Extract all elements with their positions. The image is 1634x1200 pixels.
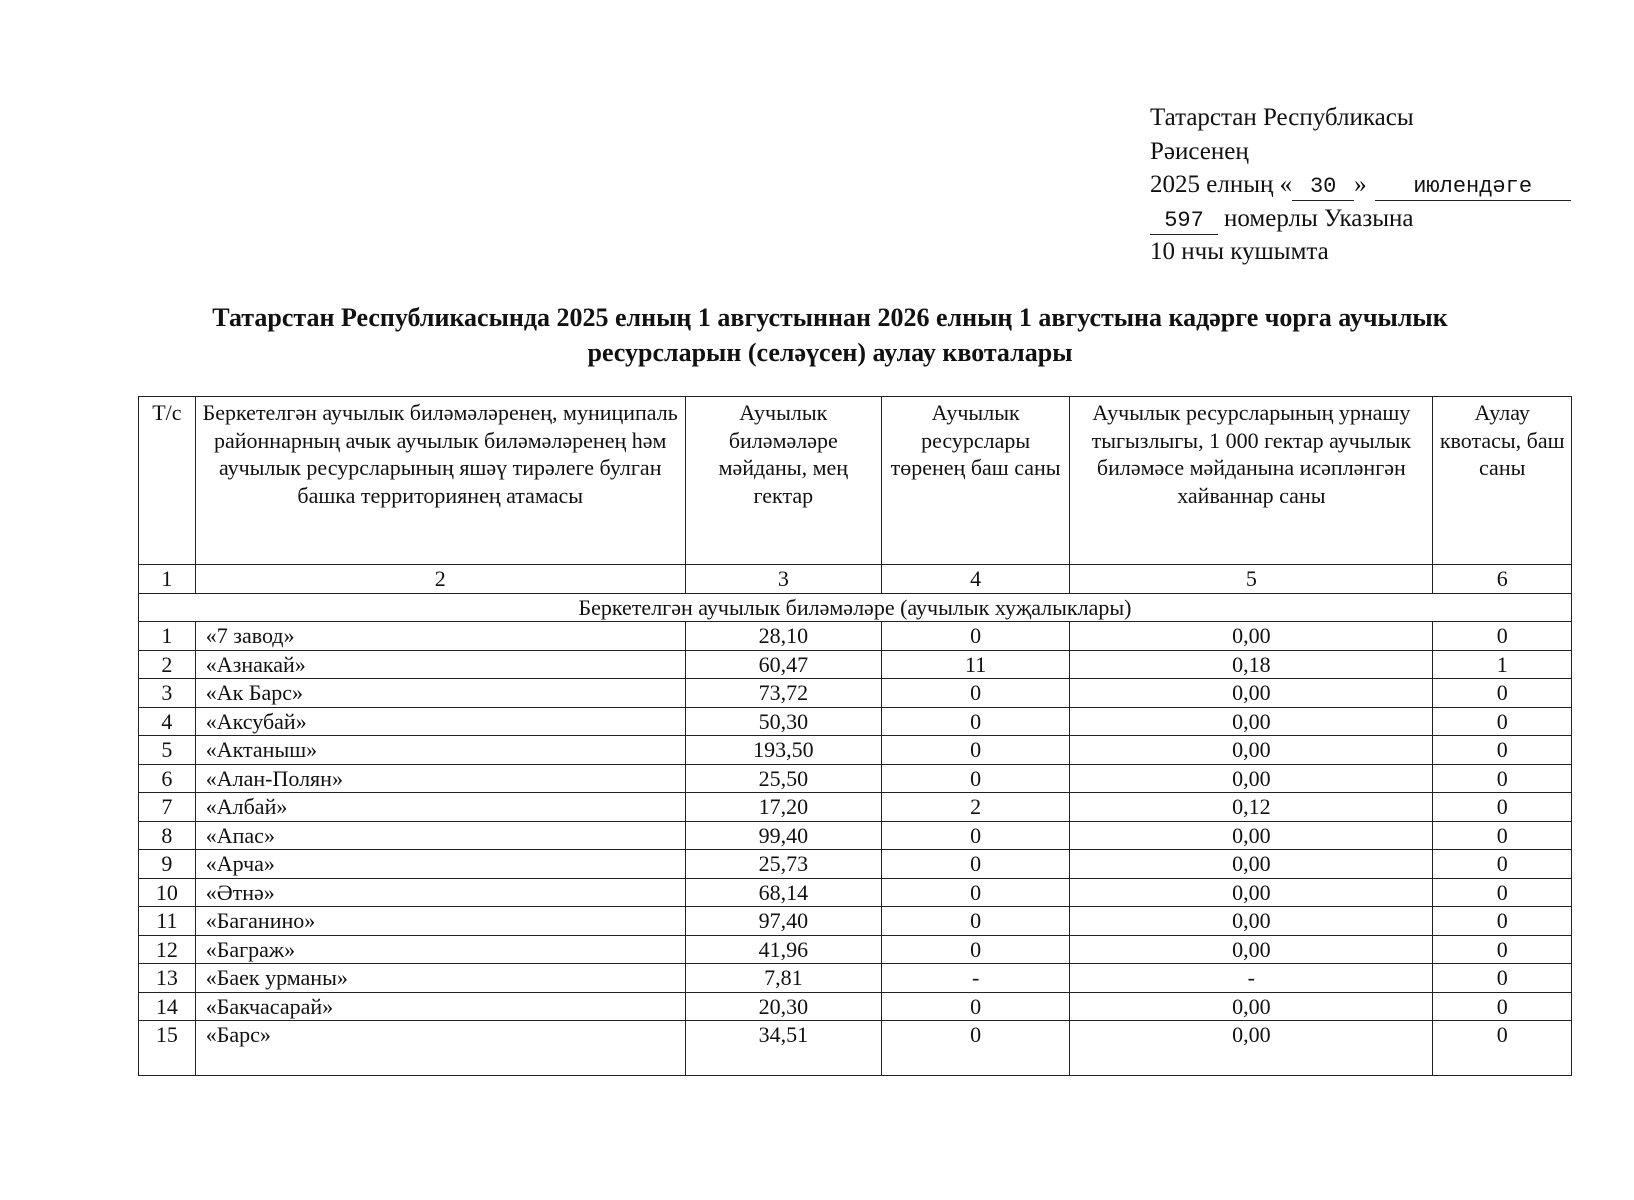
row-index-cell: 7 <box>139 793 196 822</box>
column-number: 5 <box>1070 565 1433 594</box>
row-index-cell: 5 <box>139 736 196 765</box>
row-name-cell: «Алан-Полян» <box>195 764 685 793</box>
appendix-line-attachment: 10 нчы кушымта <box>1150 238 1329 265</box>
row-index-cell: 13 <box>139 964 196 993</box>
table-row <box>139 992 1572 1021</box>
table-row <box>139 1021 1572 1076</box>
row-density-cell: 0,00 <box>1070 679 1433 708</box>
row-quota-cell: 0 <box>1433 964 1572 993</box>
row-index-cell: 14 <box>139 992 196 1021</box>
row-name-cell: «Баграж» <box>195 935 685 964</box>
row-quota-cell: 0 <box>1433 679 1572 708</box>
row-population-cell: 0 <box>881 679 1069 708</box>
row-density-cell: 0,18 <box>1070 650 1433 679</box>
row-area-cell: 25,73 <box>685 850 881 879</box>
document-title-line-1: Татарстан Республикасында 2025 елның 1 августыннан 2026 елның 1 августына кадәрге чорга аучылык <box>212 303 1448 332</box>
row-area-cell: 17,20 <box>685 793 881 822</box>
row-name-cell: «Бакчасарай» <box>195 992 685 1021</box>
row-density-cell: 0,00 <box>1070 622 1433 651</box>
row-quota-cell: 0 <box>1433 1021 1572 1076</box>
table-row <box>139 764 1572 793</box>
appendix-month-field: июлендәге <box>1375 174 1571 201</box>
header-population: Аучылык ресурслары төренең баш саны <box>881 397 1069 565</box>
row-index-cell: 12 <box>139 935 196 964</box>
row-density-cell: 0,12 <box>1070 793 1433 822</box>
row-name-cell: «Аксубай» <box>195 707 685 736</box>
row-index-cell: 6 <box>139 764 196 793</box>
table-row <box>139 878 1572 907</box>
row-quota-cell: 0 <box>1433 764 1572 793</box>
row-name-cell: «Актаныш» <box>195 736 685 765</box>
table-row <box>139 964 1572 993</box>
row-population-cell: 0 <box>881 1021 1069 1076</box>
header-quota: Аулау квотасы, баш саны <box>1433 397 1572 565</box>
row-quota-cell: 0 <box>1433 821 1572 850</box>
document-title-line-2: ресурсларын (селәүсен) аулау квоталары <box>587 338 1073 367</box>
row-quota-cell: 0 <box>1433 793 1572 822</box>
row-name-cell: «Ак Барс» <box>195 679 685 708</box>
table-header-row <box>139 397 1572 565</box>
row-name-cell: «Азнакай» <box>195 650 685 679</box>
row-index-cell: 2 <box>139 650 196 679</box>
row-population-cell: 2 <box>881 793 1069 822</box>
row-population-cell: 0 <box>881 935 1069 964</box>
row-area-cell: 50,30 <box>685 707 881 736</box>
row-population-cell: 11 <box>881 650 1069 679</box>
appendix-number-suffix: номерлы Указына <box>1224 204 1414 232</box>
header-index: Т/с <box>139 397 196 565</box>
row-index-cell: 11 <box>139 907 196 936</box>
row-quota-cell: 0 <box>1433 707 1572 736</box>
row-index-cell: 3 <box>139 679 196 708</box>
row-index-cell: 9 <box>139 850 196 879</box>
table-row <box>139 707 1572 736</box>
table-row <box>139 679 1572 708</box>
header-territory-name: Беркетелгән аучылык биләмәләренең, муниципаль районнарның ачык аучылык биләмәләренең һәм аучылык ресурсларының яшәү тирәлеге булган башка территориянең атамасы <box>195 397 685 565</box>
table-row <box>139 793 1572 822</box>
header-density: Аучылык ресурсларының урнашу тыгызлыгы, 1 000 гектар аучылык биләмәсе мәйданына исәпләнгән хайваннар саны <box>1070 397 1433 565</box>
appendix-number-field: 597 <box>1150 208 1218 235</box>
column-number: 3 <box>685 565 881 594</box>
row-density-cell: 0,00 <box>1070 707 1433 736</box>
row-area-cell: 28,10 <box>685 622 881 651</box>
column-number: 2 <box>195 565 685 594</box>
row-name-cell: «Апас» <box>195 821 685 850</box>
row-density-cell: 0,00 <box>1070 907 1433 936</box>
appendix-quote-close: » <box>1354 171 1367 198</box>
appendix-line-number <box>1150 202 1580 236</box>
row-name-cell: «Албай» <box>195 793 685 822</box>
row-area-cell: 97,40 <box>685 907 881 936</box>
row-index-cell: 8 <box>139 821 196 850</box>
row-area-cell: 68,14 <box>685 878 881 907</box>
row-density-cell: - <box>1070 964 1433 993</box>
row-index-cell: 4 <box>139 707 196 736</box>
row-density-cell: 0,00 <box>1070 992 1433 1021</box>
row-name-cell: «Барс» <box>195 1021 685 1076</box>
row-density-cell: 0,00 <box>1070 850 1433 879</box>
row-density-cell: 0,00 <box>1070 821 1433 850</box>
appendix-line-date <box>1150 168 1580 202</box>
table-row <box>139 650 1572 679</box>
row-population-cell: - <box>881 964 1069 993</box>
row-area-cell: 41,96 <box>685 935 881 964</box>
appendix-year-prefix: 2025 елның « <box>1150 171 1293 198</box>
row-population-cell: 0 <box>881 707 1069 736</box>
row-population-cell: 0 <box>881 878 1069 907</box>
row-quota-cell: 0 <box>1433 907 1572 936</box>
row-name-cell: «Баек урманы» <box>195 964 685 993</box>
document-title <box>150 300 1510 370</box>
table-row <box>139 622 1572 651</box>
row-quota-cell: 0 <box>1433 878 1572 907</box>
row-area-cell: 99,40 <box>685 821 881 850</box>
row-density-cell: 0,00 <box>1070 878 1433 907</box>
appendix-line-head: Рәисенең <box>1150 137 1249 165</box>
row-quota-cell: 0 <box>1433 622 1572 651</box>
row-index-cell: 10 <box>139 878 196 907</box>
appendix-block <box>1150 101 1580 269</box>
column-number: 6 <box>1433 565 1572 594</box>
table-row <box>139 736 1572 765</box>
row-quota-cell: 0 <box>1433 935 1572 964</box>
row-population-cell: 0 <box>881 821 1069 850</box>
row-area-cell: 193,50 <box>685 736 881 765</box>
table-row <box>139 907 1572 936</box>
row-population-cell: 0 <box>881 736 1069 765</box>
column-number: 1 <box>139 565 196 594</box>
section-title: Беркетелгән аучылык биләмәләре (аучылык хуҗалыклары) <box>139 593 1572 622</box>
table-row <box>139 850 1572 879</box>
row-population-cell: 0 <box>881 992 1069 1021</box>
row-area-cell: 60,47 <box>685 650 881 679</box>
section-row <box>139 593 1572 622</box>
row-area-cell: 25,50 <box>685 764 881 793</box>
header-area: Аучылык биләмәләре мәйданы, мең гектар <box>685 397 881 565</box>
row-population-cell: 0 <box>881 907 1069 936</box>
row-quota-cell: 1 <box>1433 650 1572 679</box>
row-area-cell: 20,30 <box>685 992 881 1021</box>
column-number-row <box>139 565 1572 594</box>
row-index-cell: 15 <box>139 1021 196 1076</box>
row-index-cell: 1 <box>139 622 196 651</box>
row-density-cell: 0,00 <box>1070 736 1433 765</box>
table-row <box>139 821 1572 850</box>
row-quota-cell: 0 <box>1433 850 1572 879</box>
row-name-cell: «Баганино» <box>195 907 685 936</box>
quota-table <box>138 396 1572 1076</box>
row-name-cell: «Әтнә» <box>195 878 685 907</box>
row-density-cell: 0,00 <box>1070 935 1433 964</box>
appendix-line-republic: Татарстан Республикасы <box>1150 104 1414 131</box>
row-area-cell: 7,81 <box>685 964 881 993</box>
row-area-cell: 34,51 <box>685 1021 881 1076</box>
row-density-cell: 0,00 <box>1070 764 1433 793</box>
row-population-cell: 0 <box>881 850 1069 879</box>
row-population-cell: 0 <box>881 622 1069 651</box>
row-quota-cell: 0 <box>1433 736 1572 765</box>
appendix-day-field: 30 <box>1292 174 1354 201</box>
row-area-cell: 73,72 <box>685 679 881 708</box>
table-row <box>139 935 1572 964</box>
row-name-cell: «Арча» <box>195 850 685 879</box>
row-density-cell: 0,00 <box>1070 1021 1433 1076</box>
row-population-cell: 0 <box>881 764 1069 793</box>
row-name-cell: «7 завод» <box>195 622 685 651</box>
row-quota-cell: 0 <box>1433 992 1572 1021</box>
column-number: 4 <box>881 565 1069 594</box>
